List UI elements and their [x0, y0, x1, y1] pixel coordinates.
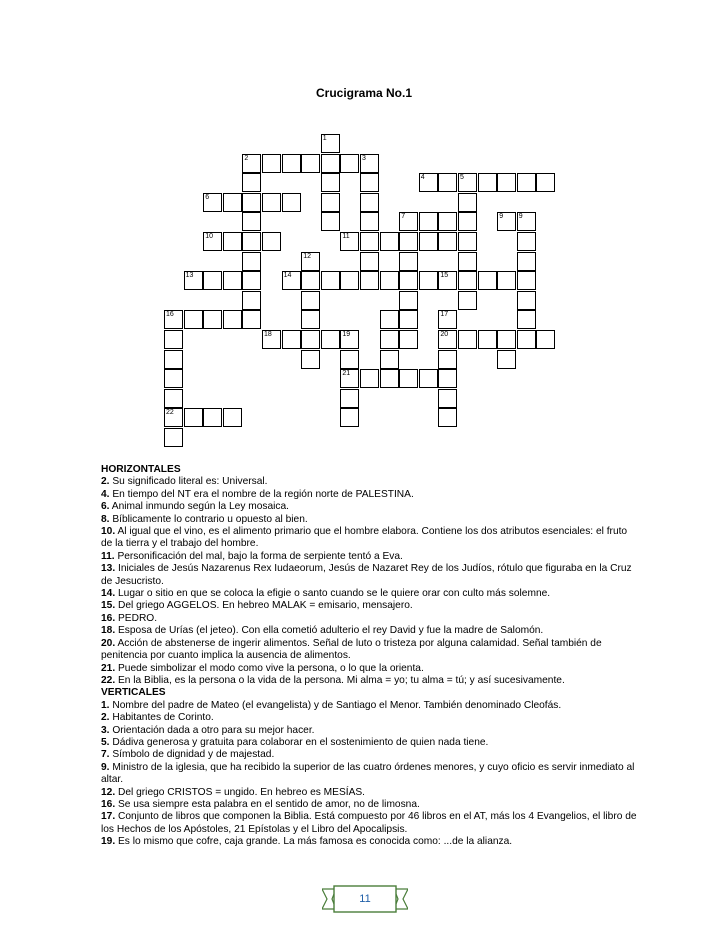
crossword-cell[interactable] [458, 212, 477, 231]
cell-number: 12 [303, 252, 311, 260]
crossword-cell[interactable] [262, 232, 281, 251]
crossword-cell[interactable] [242, 310, 261, 329]
clue-item [101, 725, 641, 737]
clue-text: Lugar o sitio en que se coloca la efigie o santo cuando se le quiere orar con culto más solemne. [115, 588, 551, 600]
crossword-cell[interactable] [203, 408, 222, 427]
crossword-cell[interactable] [242, 252, 261, 271]
crossword-cell[interactable] [517, 212, 536, 231]
crossword-cell[interactable] [419, 232, 438, 251]
crossword-cell[interactable] [223, 232, 242, 251]
crossword-cell[interactable] [399, 252, 418, 271]
clue-number: 7. [101, 749, 110, 761]
crossword-cell[interactable] [438, 212, 457, 231]
clue-number: 8. [101, 513, 110, 525]
crossword-cell[interactable] [203, 193, 222, 212]
clue-item [101, 563, 641, 588]
crossword-cell[interactable] [321, 154, 340, 173]
clue-text: Su significado literal es: Universal. [109, 476, 268, 488]
clue-number: 11. [101, 550, 115, 562]
clue-number: 12. [101, 786, 116, 798]
crossword-cell[interactable] [282, 330, 301, 349]
cell-number: 16 [166, 311, 174, 319]
crossword-cell[interactable] [340, 271, 359, 290]
crossword-cell[interactable] [438, 271, 457, 290]
crossword-cell[interactable] [458, 330, 477, 349]
crossword-cell[interactable] [360, 193, 379, 212]
crossword-cell[interactable] [458, 193, 477, 212]
clue-item [101, 799, 641, 811]
crossword-cell[interactable] [399, 310, 418, 329]
crossword-cell[interactable] [184, 408, 203, 427]
clue-number: 14. [101, 588, 116, 600]
crossword-cell[interactable] [517, 291, 536, 310]
crossword-cell[interactable] [340, 154, 359, 173]
cell-number: 6 [205, 193, 210, 201]
crossword-cell[interactable] [223, 310, 242, 329]
crossword-cell[interactable] [517, 330, 536, 349]
crossword-cell[interactable] [438, 369, 457, 388]
crossword-cell[interactable] [497, 350, 516, 369]
clue-text: Puede simbolizar el modo como vive la persona, o lo que la orienta. [115, 662, 424, 674]
crossword-cell[interactable] [262, 330, 281, 349]
clue-number: 15. [101, 600, 116, 612]
crossword-cell[interactable] [458, 173, 477, 192]
crossword-cell[interactable] [399, 291, 418, 310]
crossword-cell[interactable] [164, 428, 183, 447]
verticales-header: VERTICALES [101, 687, 166, 699]
crossword-cell[interactable] [360, 154, 379, 173]
cell-number: 9 [518, 213, 523, 221]
clue-number: 2. [101, 476, 110, 488]
crossword-cell[interactable] [203, 271, 222, 290]
crossword-cell[interactable] [321, 271, 340, 290]
crossword-cell[interactable] [438, 408, 457, 427]
clue-number: 16. [101, 612, 116, 624]
crossword-cell[interactable] [419, 173, 438, 192]
crossword-cell[interactable] [419, 212, 438, 231]
crossword-cell[interactable] [184, 310, 203, 329]
crossword-cell[interactable] [301, 350, 320, 369]
crossword-cell[interactable] [438, 330, 457, 349]
clue-number: 4. [101, 488, 110, 500]
crossword-cell[interactable] [399, 232, 418, 251]
crossword-cell[interactable] [380, 310, 399, 329]
clue-text: Ministro de la iglesia, que ha recibido la superior de las cuatro órdenes menores, y cuyo oficio es servir inmediato al altar. [101, 761, 635, 786]
cell-number: 13 [185, 272, 194, 280]
crossword-cell[interactable] [321, 173, 340, 192]
crossword-cell[interactable] [282, 193, 301, 212]
crossword-cell[interactable] [536, 330, 555, 349]
crossword-cell[interactable] [262, 154, 281, 173]
crossword-cell[interactable] [282, 271, 301, 290]
clue-text: Se usa siempre esta palabra en el sentido de amor, no de limosna. [115, 798, 420, 810]
crossword-cell[interactable] [321, 134, 340, 153]
clue-number: 10. [101, 526, 116, 538]
crossword-cell[interactable] [223, 271, 242, 290]
crossword-cell[interactable] [164, 330, 183, 349]
cell-number: 20 [440, 331, 449, 338]
crossword-cell[interactable] [458, 271, 477, 290]
crossword-cell[interactable] [360, 252, 379, 271]
crossword-cell[interactable] [301, 310, 320, 329]
cell-number: 19 [342, 331, 351, 338]
clue-item [101, 625, 641, 637]
crossword-cell[interactable] [203, 310, 222, 329]
crossword-cell[interactable] [340, 369, 359, 388]
clue-number: 2. [101, 712, 110, 724]
crossword-cell[interactable] [517, 252, 536, 271]
crossword-cell[interactable] [438, 389, 457, 408]
crossword-cell[interactable] [164, 389, 183, 408]
crossword-cell[interactable] [497, 212, 516, 231]
clue-number: 3. [101, 724, 110, 736]
clue-item [101, 588, 641, 600]
cell-number: 3 [362, 154, 366, 162]
clue-item [101, 501, 641, 513]
crossword-cell[interactable] [301, 271, 320, 290]
crossword-cell[interactable] [360, 369, 379, 388]
clue-number: 22. [101, 674, 116, 686]
horizontales-list [101, 476, 641, 687]
cell-number: 2 [244, 154, 249, 162]
crossword-cell[interactable] [438, 310, 457, 329]
verticales-list [101, 700, 641, 849]
clue-text: En tiempo del NT era el nombre de la región norte de PALESTINA. [109, 488, 414, 500]
crossword-cell[interactable] [242, 193, 261, 212]
crossword-cell[interactable] [380, 369, 399, 388]
crossword-cell[interactable] [242, 212, 261, 231]
clue-item [101, 700, 641, 712]
crossword-cell[interactable] [438, 350, 457, 369]
clue-item [101, 476, 641, 488]
crossword-cell[interactable] [478, 330, 497, 349]
crossword-cell[interactable] [301, 330, 320, 349]
crossword-cell[interactable] [340, 330, 359, 349]
crossword-cell[interactable] [262, 193, 281, 212]
clue-item [101, 489, 641, 501]
clue-number: 20. [101, 637, 116, 649]
clue-number: 13. [101, 563, 116, 575]
crossword-cell[interactable] [301, 291, 320, 310]
crossword-cell[interactable] [438, 173, 457, 192]
crossword-cell[interactable] [164, 310, 183, 329]
crossword-cell[interactable] [399, 212, 418, 231]
page-number: 11 [359, 893, 371, 905]
clue-item [101, 526, 641, 551]
clue-text: Es lo mismo que cofre, caja grande. La más famosa es conocida como: ...de la alianza. [115, 836, 513, 848]
crossword-cell[interactable] [419, 369, 438, 388]
crossword-cell[interactable] [321, 212, 340, 231]
clue-number: 17. [101, 811, 116, 823]
clue-number: 19. [101, 836, 116, 848]
crossword-cell[interactable] [340, 350, 359, 369]
crossword-cell[interactable] [399, 330, 418, 349]
clue-text: Habitantes de Corinto. [109, 712, 214, 724]
clue-item [101, 712, 641, 724]
clue-item [101, 675, 641, 687]
clue-text: Del griego CRISTOS = ungido. En hebreo es MESÍAS. [115, 786, 365, 798]
crossword-cell[interactable] [517, 310, 536, 329]
clue-text: Del griego AGGELOS. En hebreo MALAK = emisario, mensajero. [115, 600, 413, 612]
crossword-cell[interactable] [360, 173, 379, 192]
crossword-cell[interactable] [360, 271, 379, 290]
crossword-cell[interactable] [380, 232, 399, 251]
cell-number: 10 [205, 233, 213, 240]
crossword-cell[interactable] [497, 173, 516, 192]
clue-text: Bíblicamente lo contrario u opuesto al bien. [109, 513, 308, 525]
crossword-cell[interactable] [340, 232, 359, 251]
clue-item [101, 762, 641, 787]
crossword-cell[interactable] [242, 271, 261, 290]
crossword-cell[interactable] [301, 252, 320, 271]
cell-number: 17 [440, 311, 449, 319]
crossword-cell[interactable] [360, 232, 379, 251]
clue-text: PEDRO. [115, 612, 158, 624]
clue-number: 9. [101, 761, 110, 773]
cell-number: 9 [499, 213, 504, 221]
crossword-cell[interactable] [380, 271, 399, 290]
crossword-cell[interactable] [360, 212, 379, 231]
cell-number: 11 [342, 233, 350, 240]
clue-item [101, 638, 641, 663]
crossword-cell[interactable] [399, 271, 418, 290]
clue-text: Acción de abstenerse de ingerir alimentos. Señal de luto o tristeza por alguna calamidad. Señal también de penitencia por cuanto implica la ausencia de alimentos. [101, 637, 602, 662]
cell-number: 4 [420, 174, 425, 182]
cell-number: 7 [401, 213, 406, 221]
clue-text: Nombre del padre de Mateo (el evangelista) y de Santiago el Menor. También denominado Cleofás. [109, 699, 562, 711]
clue-text: Animal inmundo según la Ley mosaica. [109, 501, 290, 513]
clue-text: Al igual que el vino, es el alimento primario que el hombre elabora. Contiene los dos atributos esenciales: el fruto de la tierra y el trabajo del hombre. [101, 526, 628, 550]
clue-text: Conjunto de libros que componen la Biblia. Está compuesto por 46 libros en el AT, más los 4 Evangelios, el libro de los Hechos de los Apóstoles, 21 Epístolas y el Libro del Apocalipsis. [101, 811, 637, 835]
crossword-cell[interactable] [242, 291, 261, 310]
crossword-cell[interactable] [164, 408, 183, 427]
clue-number: 21. [101, 662, 116, 674]
clue-text: Iniciales de Jesús Nazarenus Rex Iudaeorum, Jesús de Nazaret Rey de los Judíos, rótulo que figuraba en la Cruz de Jesucristo. [101, 563, 632, 587]
clue-item [101, 663, 641, 675]
crossword-cell[interactable] [321, 193, 340, 212]
crossword-cell[interactable] [497, 330, 516, 349]
crossword-cell[interactable] [536, 173, 555, 192]
clue-item [101, 600, 641, 612]
crossword-cell[interactable] [517, 232, 536, 251]
clue-text: Dádiva generosa y gratuita para colaborar en el sostenimiento de quien nada tiene. [109, 736, 489, 748]
crossword-cell[interactable] [203, 232, 222, 251]
crossword-cell[interactable] [438, 232, 457, 251]
crossword-cell[interactable] [164, 350, 183, 369]
crossword-cell[interactable] [458, 232, 477, 251]
cell-number: 21 [342, 370, 351, 378]
cell-number: 18 [264, 331, 272, 338]
page-title: Crucigrama No.1 [315, 86, 413, 100]
clue-number: 18. [101, 625, 116, 637]
crossword-cell[interactable] [517, 173, 536, 192]
crossword-cell[interactable] [321, 330, 340, 349]
cell-number: 5 [460, 174, 464, 182]
crossword-cell[interactable] [184, 271, 203, 290]
crossword-cell[interactable] [340, 389, 359, 408]
clue-text: Esposa de Urías (el jeteo). Con ella cometió adulterio el rey David y fue la madre de Salomón. [115, 625, 544, 637]
clue-text: Personificación del mal, bajo la forma de serpiente tentó a Eva. [114, 550, 403, 562]
page-number-badge [322, 885, 408, 913]
crossword-cell[interactable] [458, 252, 477, 271]
clue-item [101, 551, 641, 563]
cell-number: 14 [283, 272, 292, 280]
crossword-cell[interactable] [223, 408, 242, 427]
crossword-cell[interactable] [497, 271, 516, 290]
clue-item [101, 787, 641, 799]
crossword-cell[interactable] [380, 350, 399, 369]
cell-number: 15 [440, 272, 449, 280]
crossword-cell[interactable] [380, 330, 399, 349]
clue-text: Orientación dada a otro para su mejor hacer. [109, 724, 315, 736]
clue-item [101, 514, 641, 526]
horizontales-header: HORIZONTALES [101, 464, 181, 475]
clue-text: En la Biblia, es la persona o la vida de la persona. Mi alma = yo; tu alma = tú; y así sucesivamente. [115, 674, 565, 686]
crossword-cell[interactable] [164, 369, 183, 388]
crossword-cell[interactable] [242, 232, 261, 251]
crossword-cell[interactable] [282, 154, 301, 173]
crossword-cell[interactable] [478, 173, 497, 192]
clue-text: Símbolo de dignidad y de majestad. [109, 749, 275, 761]
crossword-cell[interactable] [242, 154, 261, 173]
clue-number: 1. [101, 699, 110, 711]
clue-number: 5. [101, 736, 110, 748]
crossword-cell[interactable] [223, 193, 242, 212]
cell-number: 22 [166, 409, 174, 417]
crossword-cell[interactable] [478, 271, 497, 290]
clues-section [101, 464, 641, 849]
clue-item [101, 737, 641, 749]
crossword-cell[interactable] [419, 271, 438, 290]
cell-number: 1 [322, 135, 327, 142]
clue-number: 16. [101, 798, 116, 810]
clue-item [101, 613, 641, 625]
crossword-grid [0, 0, 728, 460]
clue-number: 6. [101, 501, 110, 513]
crossword-cell[interactable] [340, 408, 359, 427]
crossword-cell[interactable] [242, 173, 261, 192]
clue-item [101, 811, 641, 836]
crossword-cell[interactable] [399, 369, 418, 388]
clue-item [101, 749, 641, 761]
crossword-cell[interactable] [458, 291, 477, 310]
crossword-cell[interactable] [517, 271, 536, 290]
clue-item [101, 836, 641, 848]
crossword-cell[interactable] [301, 154, 320, 173]
